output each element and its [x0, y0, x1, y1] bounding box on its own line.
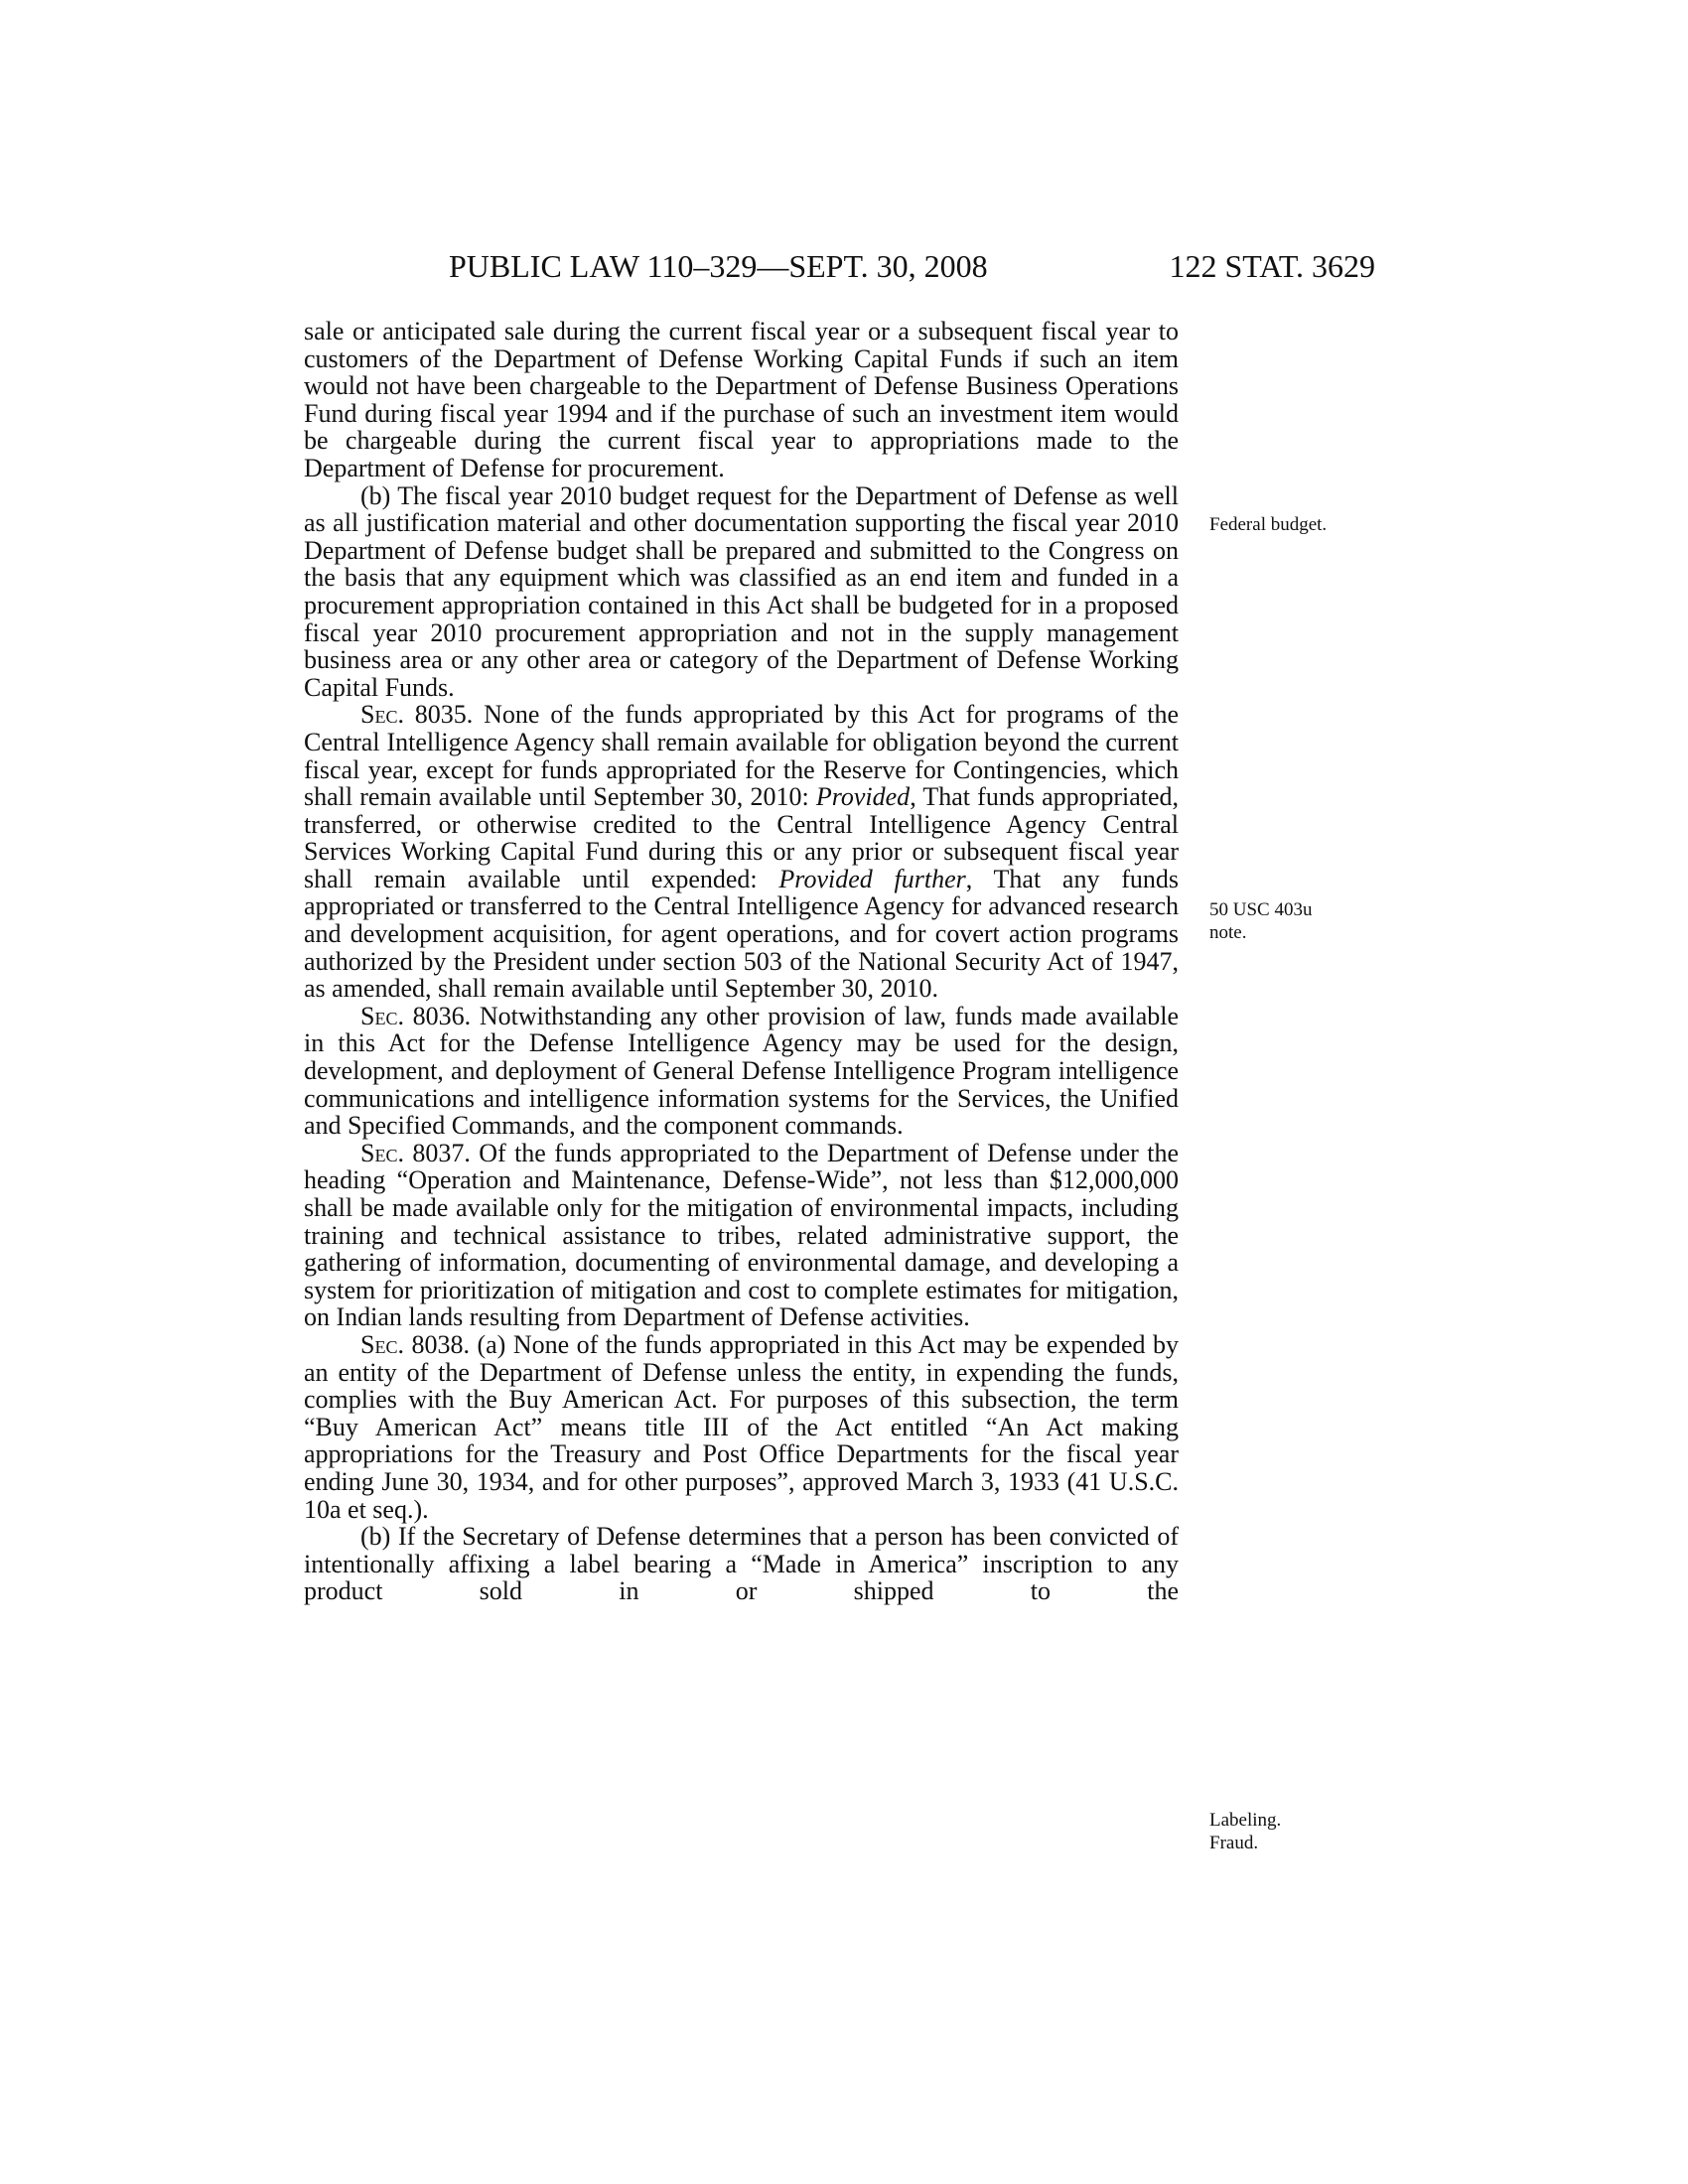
section-8035	[304, 701, 1179, 1003]
proviso-provided-further: Provided further	[778, 864, 966, 893]
proviso-provided: Provided	[815, 782, 911, 812]
section-number: Sec. 8037.	[360, 1138, 471, 1167]
section-8037	[304, 1140, 1179, 1331]
section-text: None of the funds appropriated by this Act for programs of the Central Intelligence Agency shall remain available for obligation beyond the current fiscal year, except for funds appropriated for the Reserve for Contingencies, which shall remain available until September 30, 2010:	[304, 700, 1179, 812]
paragraph-b-labeling: (b) If the Secretary of Defense determines that a person has been convicted of intentionally affixing a label bearing a “Made in America” inscription to any product sold in or shipped to the	[304, 1522, 1179, 1606]
section-8036	[304, 1003, 1179, 1140]
statute-page-number: 122 STAT. 3629	[1169, 248, 1375, 284]
margin-note-fraud: Fraud.	[1209, 1833, 1259, 1853]
body-text	[304, 318, 1179, 1605]
page-header	[298, 246, 1375, 286]
running-head-title: PUBLIC LAW 110–329—SEPT. 30, 2008	[449, 248, 988, 284]
paragraph-b-budget-request: (b) The fiscal year 2010 budget request for the Department of Defense as well as all justification material and other documentation supporting the fiscal year 2010 Department of Defense budget shall be prepared and submitted to the Congress on the basis that any equipment which was classified as an end item and funded in a procurement appropriation contained in this Act shall be budgeted for in a proposed fiscal year 2010 procurement appropriation and not in the supply management business area or any other area or category of the Department of Defense Working Capital Funds.	[304, 480, 1179, 702]
section-text: (a) None of the funds appropriated in this Act may be expended by an entity of the Department of Defense unless the entity, in expending the funds, complies with the Buy American Act. For purposes of this subsection, the term “Buy American Act” means title III of the Act entitled “An Act making appropriations for the Treasury and Post Office Departments for the fiscal year ending June 30, 1934, and for other purposes”, approved March 3, 1933 (41 U.S.C. 10a et seq.).	[304, 1329, 1179, 1524]
section-8038	[304, 1331, 1179, 1523]
margin-note-federal-budget: Federal budget.	[1209, 514, 1328, 535]
section-text: , That any funds appropriated or transferred to the Central Intelligence Agency for advanced research and development acquisition, for agent operations, and for covert action programs authorized by the President under section 503 of the National Security Act of 1947, as amended, shall remain available until September 30, 2010.	[304, 864, 1180, 1004]
margin-note-usc-note: note.	[1209, 922, 1247, 943]
section-number: Sec. 8038.	[360, 1329, 470, 1359]
margin-note-usc: 50 USC 403u	[1209, 899, 1313, 920]
section-text: Notwithstanding any other provision of law, funds made available in this Act for the Defense Intelligence Agency may be used for the design, development, and deployment of General Defense Intelligence Program intelligence communications and intelligence information systems for the Services, the Unified and Specified Commands, and the component commands.	[304, 1001, 1179, 1141]
margin-note-labeling: Labeling.	[1209, 1810, 1282, 1831]
section-text: , That funds appropriated, transferred, or otherwise credited to the Central Intelligence Agency Central Services Working Capital Fund during this or any prior or subsequent fiscal year shall remain available until expended:	[304, 782, 1180, 893]
section-number: Sec. 8035.	[360, 700, 474, 730]
paragraph-continuation: sale or anticipated sale during the current fiscal year or a subsequent fiscal year to customers of the Department of Defense Working Capital Funds if such an item would not have been chargeable to the Department of Defense Business Operations Fund during fiscal year 1994 and if the purchase of such an investment item would be chargeable during the current fiscal year to appropriations made to the Department of Defense for procurement.	[304, 317, 1179, 482]
section-number: Sec. 8036.	[360, 1001, 472, 1030]
section-text: Of the funds appropriated to the Department of Defense under the heading “Operation and Maintenance, Defense-Wide”, not less than $12,000,000 shall be made available only for the mitigation of environmental impacts, including training and technical assistance to tribes, related administrative support, the gathering of information, documenting of environmental damage, and developing a system for prioritization of mitigation and cost to complete estimates for mitigation, on Indian lands resulting from Department of Defense activities.	[304, 1138, 1179, 1332]
